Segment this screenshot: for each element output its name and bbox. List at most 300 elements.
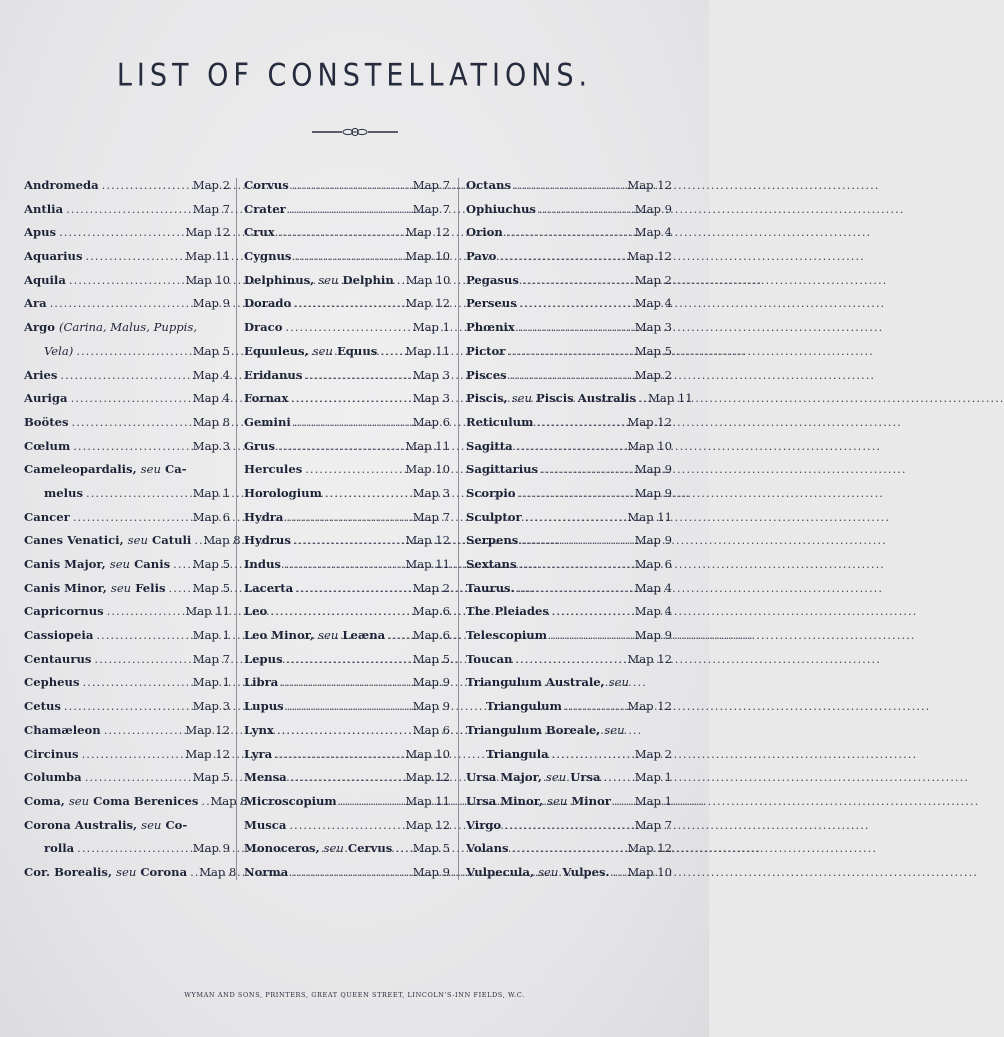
constellation-entry [466,435,672,459]
constellation-entry [244,814,450,838]
dot-leader [294,411,410,435]
dot-leader [305,364,409,388]
dot-leader [107,600,183,624]
constellation-entry [466,814,672,838]
map-reference: Map 12 [185,746,230,761]
constellation-entry [466,174,672,198]
constellation-name: Sextans [466,557,517,571]
dot-leader [94,648,189,672]
map-reference: Map 10 [405,272,451,287]
constellation-name: Cor. Borealis, seu Corona [24,864,188,879]
constellation-entry [466,553,672,577]
constellation-name: Capricornus [24,604,104,619]
map-reference: Map 3 [412,367,450,382]
constellation-entry [466,577,672,601]
dot-leader [104,719,183,743]
dot-leader [275,743,402,767]
map-reference: Map 11 [405,557,450,571]
constellation-name: Lyra [244,746,273,761]
map-reference: Map 1 [192,628,230,643]
constellation-name: Pictor [466,343,506,358]
constellation-entry [466,245,672,269]
dot-leader [380,340,402,364]
constellation-name: Pegasus [466,272,519,287]
map-reference: Map 7 [412,201,450,216]
constellation-name: Dorado [244,296,292,311]
constellation-name: Ara [24,296,47,311]
constellation-name: Norma [244,864,289,879]
constellation-name: Leo [244,604,268,619]
dot-leader [281,671,409,695]
constellation-name: Reticulum [466,414,534,429]
constellation-name: Horologium [244,485,322,500]
map-reference: Map 11 [627,509,672,524]
map-reference: Map 5 [192,343,230,358]
constellation-entry [244,671,450,695]
constellation-entry [244,600,450,624]
dot-leader [515,648,624,672]
constellation-entry [244,861,450,885]
map-reference: Map 2 [192,178,230,192]
map-reference: Map 1 [634,793,672,808]
map-reference: Map 11 [405,343,450,358]
map-reference: Map 9 [412,675,450,690]
dot-leader [86,482,190,506]
map-reference: Map 11 [185,604,230,619]
constellation-entry [244,340,450,364]
dot-leader [286,506,409,530]
constellation-entry [466,482,672,506]
constellation-name: Delphinus, seu Delphin [244,272,394,287]
constellation-name: Aquarius [24,249,83,264]
dot-leader [82,743,183,767]
constellation-entry [244,624,450,648]
constellation-name: Columba [24,770,82,785]
map-reference: Map 3 [192,438,230,453]
map-reference: Map 8 [199,864,237,879]
printer-footer: WYMAN AND SONS, PRINTERS, GREAT QUEEN STREET, LINCOLN'S-INN FIELDS, W.C. [184,991,525,999]
constellation-name: Hydrus [244,533,291,548]
constellation-entry [466,861,672,885]
constellation-entry [466,743,672,767]
constellation-entry [244,458,450,482]
constellation-entry [244,387,450,411]
map-reference: Map 5 [192,770,230,785]
constellation-name: Canis Minor, seu Felis [24,580,166,595]
constellation-column-1 [24,174,248,885]
constellation-entry [244,790,450,814]
dot-leader [278,221,403,245]
map-reference: Map 9 [192,841,230,856]
constellation-entry [466,766,672,790]
constellation-name: Cassiopeia [24,628,94,643]
dot-leader [76,340,189,364]
dot-leader [510,364,632,388]
map-reference: Map 12 [627,651,672,666]
constellation-entry [466,458,672,482]
map-reference: Map 7 [412,509,450,524]
constellation-name: Corvus [244,178,289,192]
map-reference: Map 4 [192,391,230,406]
map-reference: Map 7 [192,651,230,666]
map-reference: Map 5 [192,580,230,595]
dot-leader [614,790,632,814]
map-reference: Map 12 [627,699,672,714]
map-reference: Map 10 [627,864,672,879]
dot-leader [552,600,632,624]
constellation-name: Scorpio [466,485,516,500]
map-reference: Map 1 [192,485,230,500]
constellation-name: Sagittarius [466,462,539,477]
constellation-entry [466,600,672,624]
constellation-entry [24,482,230,506]
constellation-entry [24,269,230,293]
map-reference: Map 3 [412,485,450,500]
constellation-entry [244,245,450,269]
constellation-name: Lupus [244,699,284,714]
map-reference: Map 4 [634,225,672,240]
constellation-entry [466,695,672,719]
constellation-name: Ophiuchus [466,201,536,216]
constellation-name: Vela) [44,343,74,358]
constellation-entry [244,577,450,601]
constellation-name: Ursa Minor, seu Minor [466,793,611,808]
dot-leader [514,174,624,198]
constellation-name: Equuleus, seu Equus [244,343,378,358]
map-reference: Map 10 [185,272,230,287]
constellation-entry [24,221,230,245]
map-reference: Map 10 [405,249,450,264]
dot-leader [552,743,632,767]
map-reference: Map 2 [412,580,450,595]
map-reference: Map 12 [405,296,450,311]
dot-leader [59,221,182,245]
constellation-name: Piscis, seu Piscis Australis [466,391,636,406]
dot-leader [278,435,402,459]
constellation-entry [244,837,450,861]
constellation-name: rolla [44,841,75,856]
constellation-entry [244,411,450,435]
constellation-entry [466,719,672,743]
constellation-name: Canes Venatici, seu Catuli [24,533,192,548]
dot-leader [289,198,410,222]
map-reference: Map 12 [627,249,672,264]
dot-leader [73,506,190,530]
dot-leader [73,435,189,459]
dot-leader [550,624,632,648]
dot-leader [285,316,409,340]
constellation-name: Aries [24,367,58,382]
map-reference: Map 9 [412,864,450,879]
map-reference: Map 12 [627,178,672,192]
dot-leader [325,482,410,506]
constellation-name: Centaurus [24,651,92,666]
constellation-entry [24,766,230,790]
constellation-entry [24,600,230,624]
constellation-entry [24,577,230,601]
constellation-name: Argo (Carina, Malus, Puppis, [24,320,198,335]
map-reference: Map 12 [185,225,230,240]
dot-leader [82,671,189,695]
constellation-name: Cancer [24,509,70,524]
constellation-name: The Pleiades [466,604,549,619]
dot-leader [520,292,632,316]
map-reference: Map 4 [634,580,672,595]
constellation-entry [24,790,248,814]
constellation-entry [466,671,672,695]
map-reference: Map 12 [627,841,672,856]
constellation-name: Triangulum Boreale, seu [466,722,625,737]
constellation-entry [466,648,672,672]
constellation-entry [24,861,237,885]
constellation-entry [466,292,672,316]
constellation-name: Lepus [244,651,283,666]
dot-leader [294,245,402,269]
map-reference: Map 6 [412,414,450,429]
map-reference: Map 9 [634,628,672,643]
map-reference: Map 9 [634,533,672,548]
constellation-entry [24,458,230,482]
constellation-name: Volans [466,841,509,856]
map-reference: Map 5 [412,841,450,856]
map-reference: Map 9 [634,485,672,500]
map-reference: Map 9 [634,462,672,477]
constellation-entry [466,529,672,553]
dot-leader [613,861,625,885]
constellation-entry [466,364,672,388]
constellation-entry [24,435,230,459]
constellation-name: Libra [244,675,279,690]
map-reference: Map 12 [405,770,450,785]
dot-leader [539,198,632,222]
constellation-entry [466,624,672,648]
constellation-entry [244,719,450,743]
constellation-name: Aquila [24,272,66,287]
constellation-entry [244,529,450,553]
constellation-name: Serpens [466,533,519,548]
constellation-name: Phœnix [466,320,515,335]
constellation-entry [24,506,230,530]
constellation-entry [24,814,230,838]
constellation-name: Corona Australis, seu Co- [24,817,188,832]
constellation-entry [244,506,450,530]
map-reference: Map 5 [412,651,450,666]
constellation-entry [244,198,450,222]
constellation-name: Octans [466,178,511,192]
constellation-name: Microscopium [244,793,337,808]
map-reference: Map 11 [647,391,693,406]
map-reference: Map 6 [192,509,230,524]
constellation-entry [24,624,230,648]
map-reference: Map 4 [634,604,672,619]
dot-leader [286,648,410,672]
constellation-name: Grus [244,438,275,453]
map-reference: Map 10 [405,746,450,761]
constellation-name: Canis Major, seu Canis [24,557,171,571]
dot-leader [536,411,624,435]
constellation-name: Perseus [466,296,517,311]
dot-leader [194,529,200,553]
map-reference: Map 11 [405,438,450,453]
map-reference: Map 4 [192,367,230,382]
constellation-entry [24,292,230,316]
map-reference: Map 12 [405,533,450,548]
map-reference: Map 1 [192,675,230,690]
constellation-name: Hydra [244,509,284,524]
dot-leader [397,269,403,293]
map-reference: Map 8 [192,414,230,429]
constellation-entry [244,316,450,340]
dot-leader [173,553,190,577]
dot-leader [518,577,632,601]
map-reference: Map 5 [634,343,672,358]
constellation-name: Draco [244,320,283,335]
constellation-entry [24,743,230,767]
map-reference: Map 7 [412,178,450,192]
dot-leader [305,458,402,482]
constellation-name: Triangula [486,746,549,761]
constellation-entry [466,221,672,245]
constellation-entry [24,648,230,672]
map-reference: Map 11 [405,793,450,808]
dot-leader [66,198,190,222]
dot-leader [512,837,625,861]
dot-leader [72,411,190,435]
page-title: LIST OF CONSTELLATIONS. [116,57,593,94]
dot-leader [71,387,190,411]
dot-leader [519,482,632,506]
dot-leader [388,624,410,648]
constellation-name: Musca [244,817,287,832]
map-reference: Map 6 [412,628,450,643]
constellation-name: Monoceros, seu Cervus [244,841,393,856]
constellation-name: Fornax [244,391,289,406]
map-reference: Map 9 [192,296,230,311]
dot-leader [294,529,402,553]
constellation-entry [244,743,450,767]
map-reference: Map 2 [634,272,672,287]
dot-leader [525,506,625,530]
dot-leader [340,790,403,814]
constellation-entry [24,245,230,269]
constellation-name: Boötes [24,414,69,429]
constellation-entry [466,411,672,435]
map-reference: Map 8 [203,533,241,548]
dot-leader [520,553,632,577]
constellation-entry [24,695,230,719]
constellation-name: Eridanus [244,367,303,382]
constellation-entry [244,221,450,245]
constellation-entry [244,482,450,506]
map-reference: Map 1 [634,770,672,785]
constellation-column-3 [466,174,693,885]
constellation-name: Andromeda [24,178,99,192]
map-reference: Map 1 [412,320,450,335]
dot-leader [69,269,182,293]
dot-leader [96,624,189,648]
map-reference: Map 7 [192,201,230,216]
dot-leader [291,387,409,411]
dot-leader [86,245,183,269]
constellation-entry [466,340,672,364]
dot-leader [201,790,207,814]
constellation-entry [466,790,672,814]
dot-leader [541,458,632,482]
dot-leader [294,292,402,316]
constellation-name: Indus [244,557,281,571]
constellation-name: Hercules [244,462,303,477]
dot-leader [64,695,190,719]
constellation-name: Taurus. [466,580,515,595]
constellation-name: Toucan [466,651,513,666]
constellation-entry [24,340,230,364]
dot-leader [290,766,403,790]
map-reference: Map 12 [627,414,672,429]
map-reference: Map 2 [634,746,672,761]
constellation-entry [466,387,693,411]
constellation-name: Cepheus [24,675,80,690]
constellation-name: Gemini [244,414,291,429]
constellation-entry [244,435,450,459]
constellation-name: Antlia [24,201,64,216]
dot-leader [60,364,189,388]
dot-leader [518,316,632,340]
constellation-name: Triangulum Australe, seu [466,675,629,690]
map-reference: Map 4 [634,296,672,311]
dot-leader [50,292,190,316]
constellation-entry [24,529,241,553]
map-reference: Map 12 [185,722,230,737]
map-reference: Map 11 [185,249,230,264]
dot-leader [516,435,625,459]
constellation-name: Crater [244,201,286,216]
dot-leader [102,174,190,198]
map-reference: Map 3 [412,391,450,406]
dot-leader [289,814,402,838]
dot-leader [270,600,409,624]
constellation-name: Pavo [466,249,497,264]
constellation-name: Vulpecula, seu Vulpes. [466,864,610,879]
map-reference: Map 10 [627,438,672,453]
map-reference: Map 10 [405,462,450,477]
constellation-entry [24,671,230,695]
dot-leader [506,221,632,245]
constellation-entry [466,198,672,222]
constellation-name: Coma, seu Coma Berenices [24,793,199,808]
constellation-entry [24,387,230,411]
dot-leader [77,837,190,861]
constellation-name: Ursa Major, seu Ursa [466,770,601,785]
constellation-name: Auriga [24,391,68,406]
map-reference: Map 5 [192,557,230,571]
constellation-name: Pisces [466,367,507,382]
constellation-name: Apus [24,225,57,240]
constellation-name: Sculptor [466,509,522,524]
constellation-entry [466,506,672,530]
constellation-entry [244,695,450,719]
constellation-entry [244,766,450,790]
constellation-entry [24,553,230,577]
constellation-entry [24,198,230,222]
dot-leader [565,695,624,719]
constellation-name: Triangulum [486,699,562,714]
dot-leader [521,529,631,553]
dot-leader [603,766,631,790]
constellation-entry [24,316,230,340]
constellation-name: Orion [466,225,503,240]
constellation-entry [244,553,450,577]
map-reference: Map 6 [412,722,450,737]
